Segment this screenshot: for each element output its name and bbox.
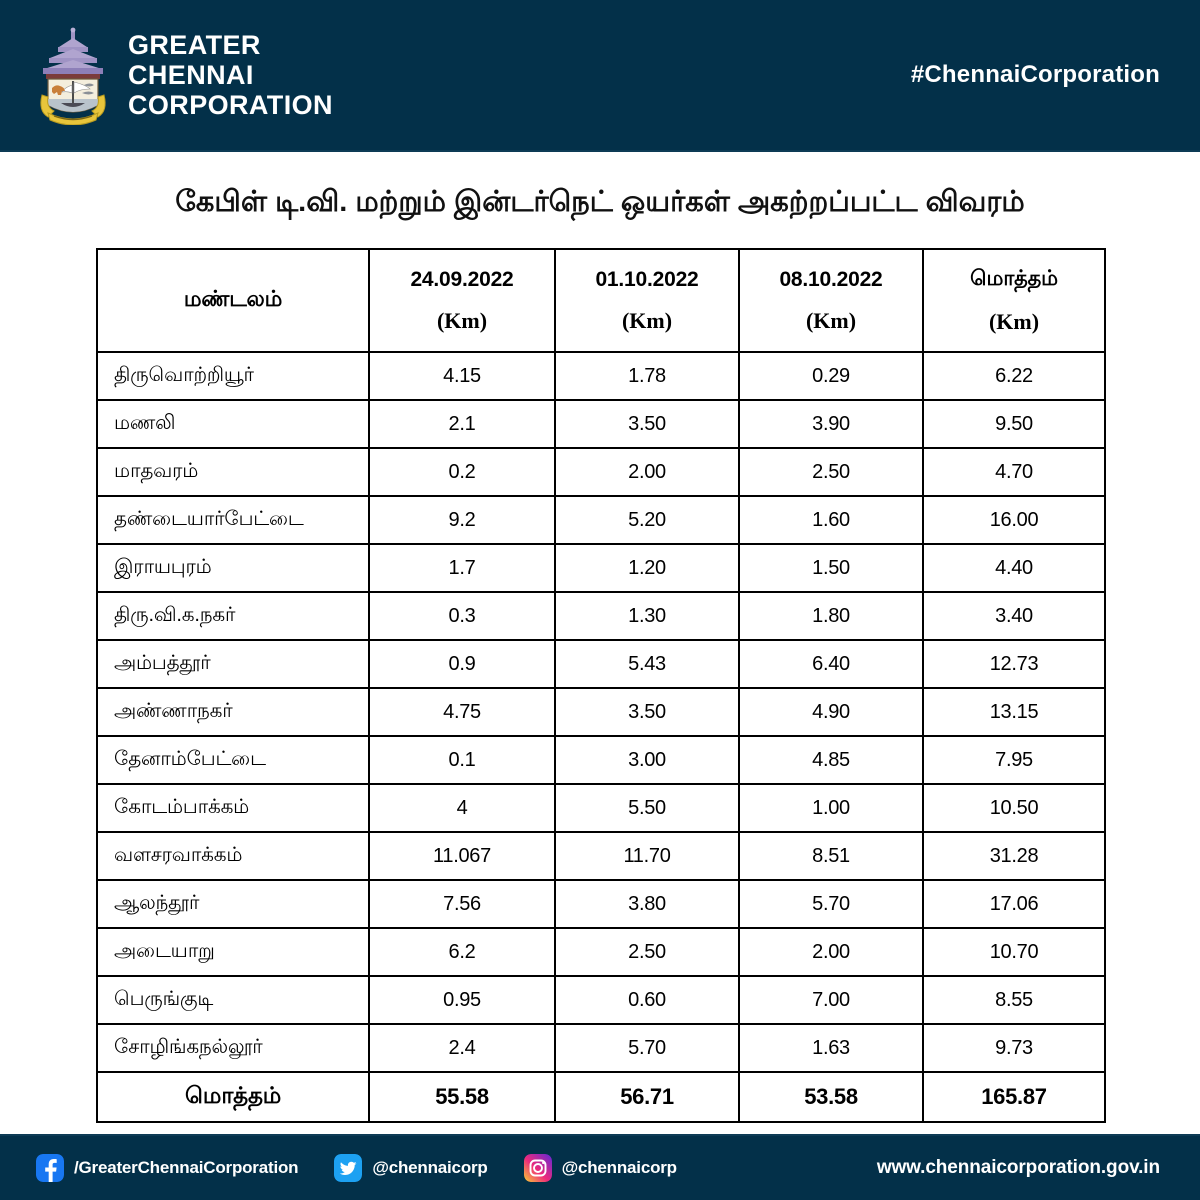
twitter-icon [334,1154,362,1182]
cell-date-2: 5.50 [555,784,739,832]
brand-line-3: CORPORATION [128,90,333,121]
cell-date-1: 4.75 [369,688,555,736]
column-header-total [923,249,1105,352]
cell-total-date-3: 53.58 [739,1072,923,1122]
cell-zone-name: மணலி [97,400,369,448]
cell-date-2: 1.20 [555,544,739,592]
cell-total: 4.70 [923,448,1105,496]
cell-date-1: 1.7 [369,544,555,592]
cell-date-3: 6.40 [739,640,923,688]
table-row [97,400,1105,448]
cell-date-2: 3.50 [555,400,739,448]
cell-date-1: 0.95 [369,976,555,1024]
cell-zone-name: மாதவரம் [97,448,369,496]
column-header-date-1-label: 24.09.2022 [410,267,514,291]
cell-date-2: 5.20 [555,496,739,544]
cell-zone-name: திரு.வி.க.நகர் [97,592,369,640]
instagram-icon [524,1154,552,1182]
cell-zone-name: சோழிங்கநல்லூர் [97,1024,369,1072]
cell-date-2: 5.43 [555,640,739,688]
table-row [97,736,1105,784]
cell-date-3: 1.80 [739,592,923,640]
hashtag-label: #ChennaiCorporation [910,61,1160,88]
page-footer [0,1134,1200,1200]
cable-tv-internet-wire-removal-table [96,248,1106,1123]
cell-total: 10.70 [923,928,1105,976]
cell-zone-name: இராயபுரம் [97,544,369,592]
table-row [97,928,1105,976]
page-header [0,0,1200,152]
page-title: கேபிள் டி.வி. மற்றும் இன்டர்நெட் ஒயர்கள் அகற்றப்பட்ட விவரம் [175,186,1025,218]
social-link-twitter[interactable] [334,1154,487,1182]
cell-date-1: 4 [369,784,555,832]
table-row [97,448,1105,496]
cell-total-date-2: 56.71 [555,1072,739,1122]
cell-zone-name: தண்டையார்பேட்டை [97,496,369,544]
cell-date-2: 11.70 [555,832,739,880]
cell-total: 4.40 [923,544,1105,592]
cell-date-3: 1.00 [739,784,923,832]
cell-date-1: 0.9 [369,640,555,688]
website-url[interactable]: www.chennaicorporation.gov.in [876,1157,1160,1178]
cell-date-3: 1.63 [739,1024,923,1072]
column-header-date-3 [739,249,923,352]
cell-date-1: 9.2 [369,496,555,544]
twitter-handle: @chennaicorp [372,1158,488,1177]
social-links-group [36,1154,677,1182]
cell-date-2: 5.70 [555,1024,739,1072]
cell-date-1: 0.1 [369,736,555,784]
cell-total: 17.06 [923,880,1105,928]
cell-date-2: 2.50 [555,928,739,976]
column-header-date-2-label: 01.10.2022 [595,267,699,291]
cell-total: 10.50 [923,784,1105,832]
cell-total: 6.22 [923,352,1105,400]
column-header-date-1 [369,249,555,352]
cell-total-total: 165.87 [923,1072,1105,1122]
column-header-zone-label: மண்டலம் [183,286,283,311]
brand-line-1: GREATER [128,29,261,60]
cell-date-1: 11.067 [369,832,555,880]
table-row [97,832,1105,880]
cell-zone-name: அண்ணாநகர் [97,688,369,736]
cell-date-2: 3.50 [555,688,739,736]
brand-block [34,25,333,125]
cell-date-3: 7.00 [739,976,923,1024]
table-header-row [97,249,1105,352]
cell-date-3: 4.90 [739,688,923,736]
cell-total: 7.95 [923,736,1105,784]
cell-zone-name: பெருங்குடி [97,976,369,1024]
cell-date-1: 7.56 [369,880,555,928]
cell-zone-name: தேனாம்பேட்டை [97,736,369,784]
cell-total: 13.15 [923,688,1105,736]
table-total-row [97,1072,1105,1122]
cell-date-3: 5.70 [739,880,923,928]
column-header-date-2-unit: (Km) [621,307,673,333]
cell-date-1: 2.4 [369,1024,555,1072]
column-header-date-3-unit: (Km) [805,307,857,333]
cell-total: 16.00 [923,496,1105,544]
cell-total: 9.50 [923,400,1105,448]
cell-total-date-1: 55.58 [369,1072,555,1122]
cell-date-3: 8.51 [739,832,923,880]
cell-date-1: 4.15 [369,352,555,400]
table-header [97,249,1105,352]
cell-zone-name: அடையாறு [97,928,369,976]
table-row [97,1024,1105,1072]
cell-zone-name: ஆலந்தூர் [97,880,369,928]
cell-date-1: 6.2 [369,928,555,976]
cell-total: 31.28 [923,832,1105,880]
social-link-instagram[interactable] [524,1154,677,1182]
cell-date-2: 2.00 [555,448,739,496]
table-row [97,352,1105,400]
table-row [97,544,1105,592]
social-link-facebook[interactable] [36,1154,298,1182]
brand-line-2: CHENNAI [128,59,254,90]
cell-date-3: 0.29 [739,352,923,400]
cell-date-3: 1.50 [739,544,923,592]
table-row [97,688,1105,736]
cell-date-3: 2.50 [739,448,923,496]
table-row [97,880,1105,928]
cell-date-2: 1.78 [555,352,739,400]
cell-zone-name: வளசரவாக்கம் [97,832,369,880]
table-row [97,592,1105,640]
table-body [97,352,1105,1122]
cell-date-3: 1.60 [739,496,923,544]
cell-date-2: 3.00 [555,736,739,784]
table-row [97,784,1105,832]
cell-date-1: 0.2 [369,448,555,496]
cell-date-3: 2.00 [739,928,923,976]
main-content [0,152,1200,1134]
column-header-date-2 [555,249,739,352]
table-row [97,976,1105,1024]
column-header-date-1-unit: (Km) [436,307,488,333]
column-header-zone [97,249,369,352]
cell-zone-name: கோடம்பாக்கம் [97,784,369,832]
cell-total: 3.40 [923,592,1105,640]
cell-date-2: 1.30 [555,592,739,640]
instagram-handle: @chennaicorp [561,1158,677,1177]
cell-total: 8.55 [923,976,1105,1024]
cell-date-3: 3.90 [739,400,923,448]
column-header-total-label: மொத்தம் [970,266,1058,290]
table-row [97,496,1105,544]
column-header-total-unit: (Km) [988,308,1040,334]
brand-wordmark [128,30,333,121]
cell-date-1: 2.1 [369,400,555,448]
table-row [97,640,1105,688]
cell-total: 9.73 [923,1024,1105,1072]
cell-zone-name: திருவொற்றியூர் [97,352,369,400]
facebook-handle: /GreaterChennaiCorporation [74,1158,299,1177]
cell-total-label: மொத்தம் [97,1072,369,1122]
column-header-date-3-label: 08.10.2022 [779,267,883,291]
cell-zone-name: அம்பத்தூர் [97,640,369,688]
facebook-icon [36,1154,64,1182]
cell-total: 12.73 [923,640,1105,688]
greater-chennai-corporation-emblem-icon [34,25,112,125]
cell-date-2: 3.80 [555,880,739,928]
cell-date-3: 4.85 [739,736,923,784]
cell-date-2: 0.60 [555,976,739,1024]
cell-date-1: 0.3 [369,592,555,640]
